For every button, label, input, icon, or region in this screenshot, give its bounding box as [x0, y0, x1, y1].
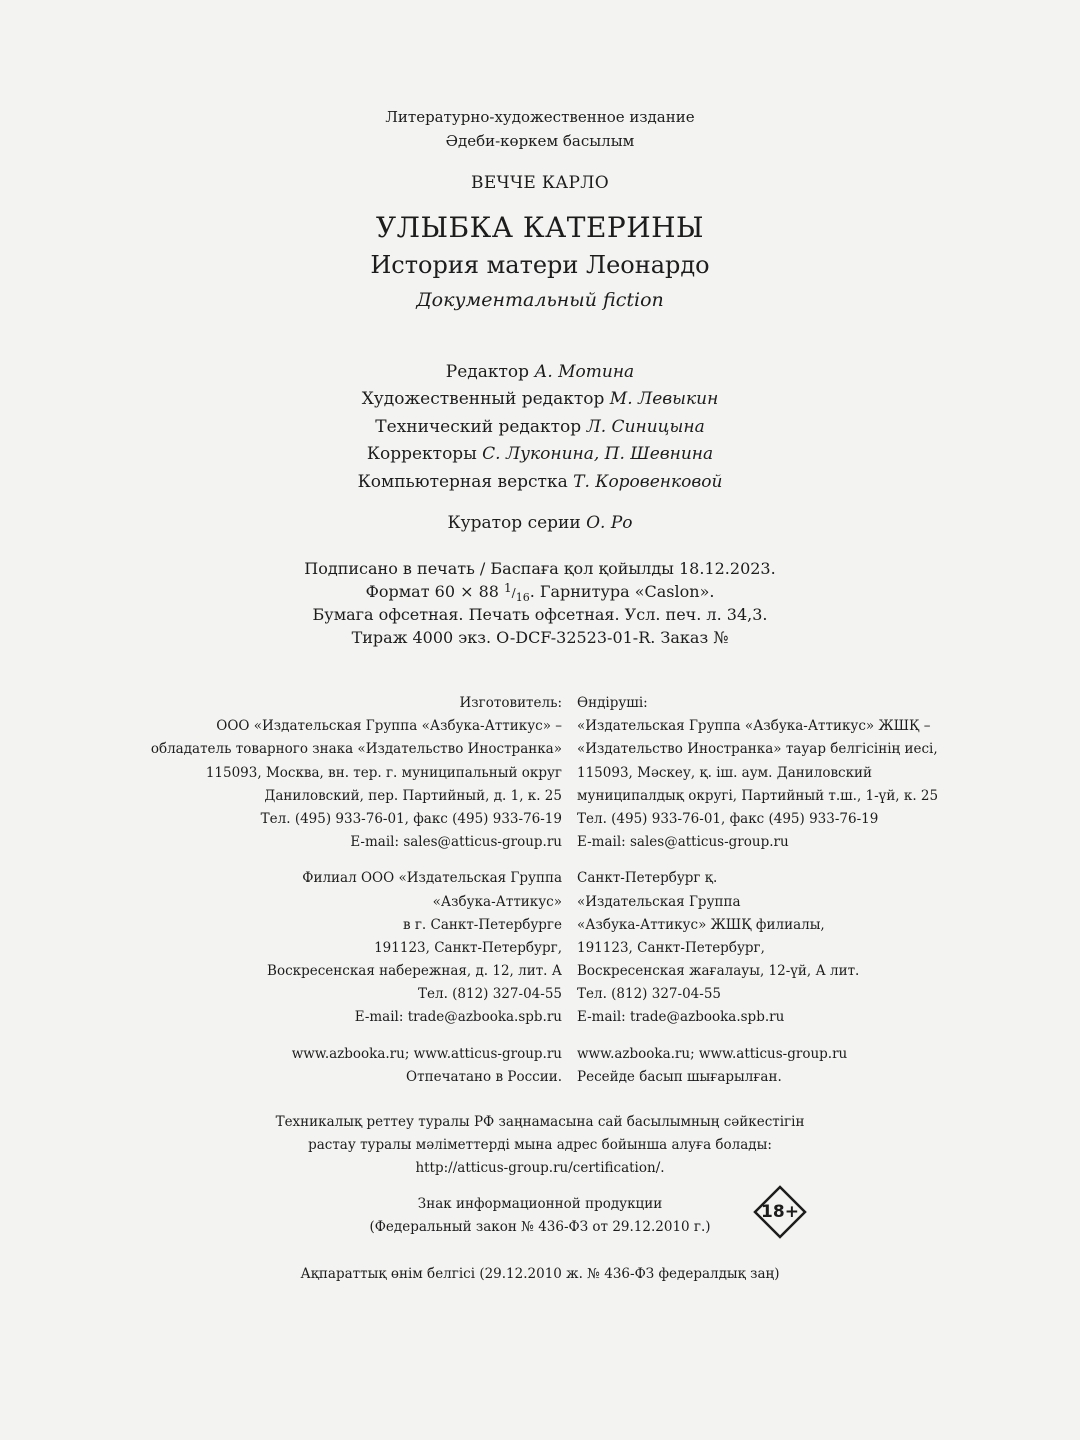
credit-line: Технический редактор Л. Синицына	[375, 417, 705, 437]
author-name: ВЕЧЧЕ КАРЛО	[471, 173, 609, 193]
format-line: Формат 60 × 88 $^1/_{16}$. Гарнитура «Caslon».	[365, 581, 715, 604]
paper-line: Бумага офсетная. Печать офсетная. Усл. печ. л. 34,3.	[312, 605, 768, 624]
credit-line: Компьютерная верстка Т. Коровенковой	[357, 472, 723, 492]
genre-ru: Литературно-художественное издание	[385, 108, 695, 126]
publisher-info-ru: Изготовитель: ООО «Издательская Группа «Азбука-Аттикус» – обладатель товарного знака «Издательство Иностранка» 115093, Москва, вн. тер. г. муниципальный округ Даниловский, пер. Партийный, д. 1, к. 25 Тел. (495) 933-76-01, факс (495) 933-76-19 E-mail: sales@atticus-group.ru Филиал ООО «Издательская Группа «Азбука-Аттикус» в г. Санкт-Петербурге 191123, Санкт-Петербург, Воскресенская набережная, д. 12, лит. А Тел. (812) 327-04-55 E-mail: trade@azbooka.spb.ru www.azbooka.ru; www.atticus-group.ru Отпечатано в России.	[150, 695, 562, 1085]
credit-line: Корректоры С. Луконина, П. Шевнина	[366, 444, 714, 464]
book-subtitle: История матери Леонардо	[370, 251, 710, 279]
series-note: Документальный fiction	[416, 289, 664, 311]
print-run: Тираж 4000 экз. O-DCF-32523-01-R. Заказ №	[351, 628, 729, 647]
age-rating-badge: 18+	[753, 1185, 807, 1239]
genre-kz: Әдеби-көркем басылым	[445, 132, 635, 150]
book-title: УЛЫБКА КАТЕРИНЫ	[375, 211, 705, 244]
publisher-info-kz: Өндіруші: «Издательская Группа «Азбука-Аттикус» ЖШҚ – «Издательство Иностранка» тауар белгісінің иесі, 115093, Мәскеу, қ. іш. аум. Даниловский муниципалдық округі, Партийный т.ш., 1-үй, к. 25 Тел. (495) 933-76-01, факс (495) 933-76-19 E-mail: sales@atticus-group.ru Санкт-Петербург қ. «Издательская Группа «Азбука-Аттикус» ЖШҚ филиалы, 191123, Санкт-Петербург, Воскресенская жағалауы, 12-үй, А лит. Тел. (812) 327-04-55 E-mail: trade@azbooka.spb.ru www.azbooka.ru; www.atticus-group.ru Ресейде басып шығарылған.	[577, 695, 939, 1085]
credit-line: Редактор А. Мотина	[445, 362, 635, 382]
credit-line: Художественный редактор М. Левыкин	[361, 389, 719, 409]
signed-date: Подписано в печать / Баспаға қол қойылды 18.12.2023.	[304, 559, 776, 578]
series-curator: Куратор серии О. Ро	[447, 513, 633, 533]
info-sign-kz: Ақпараттық өнім белгісі (29.12.2010 ж. № 436-ФЗ федералдық заң)	[300, 1266, 780, 1282]
imprint-page: Литературно-художественное издание Әдеби-көркем басылым ВЕЧЧЕ КАРЛО УЛЫБКА КАТЕРИНЫ История матери Леонардо Документальный fiction Редактор А. Мотина Художественный редактор М. Левыкин Технический редактор Л. Синицына Корректоры С. Луконина, П. Шевнина Компьютерная верстка Т. Коровенковой Куратор серии О. Ро Подписано в печать / Баспаға қол қойылды 18.12.2023. Формат 60 × 88 $^1/_{16}$. Гарнитура «Caslon». Бумага офсетная. Печать офсетная. Усл. печ. л. 34,3. Тираж 4000 экз. O-DCF-32523-01-R. Заказ № Изготовитель: ООО «Издательская Группа «Азбука-Аттикус» – обладатель товарного знака «Издательство Иностранка» 115093, Москва, вн. тер. г. муниципальный округ Даниловский, пер. Партийный, д. 1, к. 25 Тел. (495) 933-76-01, факс (495) 933-76-19 E-mail: sales@atticus-group.ru Филиал ООО «Издательская Группа «Азбука-Аттикус» в г. Санкт-Петербурге 191123, Санкт-Петербург, Воскресенская набережная, д. 12, лит. А Тел. (812) 327-04-55 E-mail: trade@azbooka.spb.ru www.azbooka.ru; www.atticus-group.ru Отпечатано в России. Өндіруші: «Издательская Группа «Азбука-Аттикус» ЖШҚ – «Издательство Иностранка» тауар белгісінің иесі, 115093, Мәскеу, қ. іш. аум. Даниловский муниципалдық округі, Партийный т.ш., 1-үй, к. 25 Тел. (495) 933-76-01, факс (495) 933-76-19 E-mail: sales@atticus-group.ru Санкт-Петербург қ. «Издательская Группа «Азбука-Аттикус» ЖШҚ филиалы, 191123, Санкт-Петербург, Воскресенская жағалауы, 12-үй, А лит. Тел. (812) 327-04-55 E-mail: trade@azbooka.spb.ru www.azbooka.ru; www.atticus-group.ru Ресейде басып шығарылған. Техникалық реттеу туралы РФ заңнамасына сай басылымның сәйкестігін растау туралы мәліметтерді мына адрес бойынша алуға болады: http://atticus-group.ru/certification/. Знак информационной продукции (Федеральный закон № 436-ФЗ от 29.12.2010 г.) 18+ Ақпараттық өнім белгісі (29.12.2010 ж. № 436-ФЗ федералдық заң)	[0, 0, 1080, 1440]
